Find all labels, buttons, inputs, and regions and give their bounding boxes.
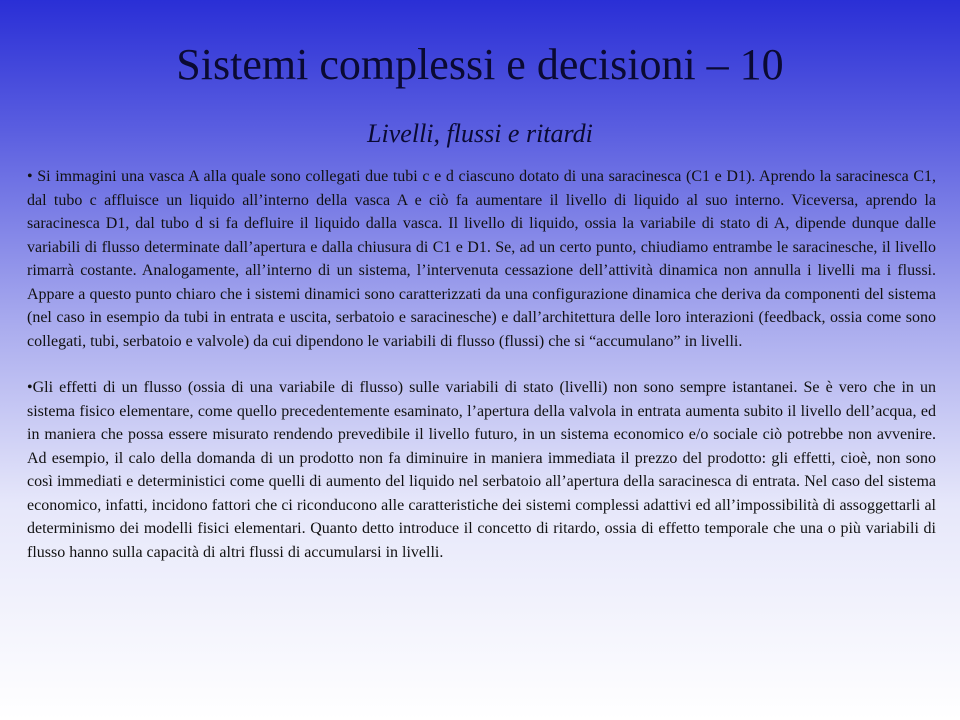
slide-subtitle: Livelli, flussi e ritardi <box>367 119 593 148</box>
slide-title: Sistemi complessi e decisioni – 10 <box>176 40 784 89</box>
slide-body <box>27 165 936 564</box>
paragraph-delays: •Gli effetti di un flusso (ossia di una variabile di flusso) sulle variabili di stato (livelli) non sono sempre istantanei. Se è vero che in un sistema fisico elementare, come quello precedentemente esaminato, l’apertura della valvola in entrata aumenta subito il livello dell’acqua, ed in maniera che possa essere misurato rendendo prevedibile il livello futuro, in un sistema economico e/o sociale ciò potrebbe non avvenire. Ad esempio, il calo della domanda di un prodotto non fa diminuire in maniera immediata il prezzo del prodotto: gli effetti, cioè, non sono così immediati e deterministici come quelli di aumento del liquido nel serbatoio all’apertura della saracinesca di entrata. Nel caso del sistema economico, infatti, incidono fattori che ci riconducono alle caratteristiche dei sistemi complessi adattivi ed all’impossibilità di assoggettarli al determinismo dei modelli fisici elementari. Quanto detto introduce il concetto di ritardo, ossia di effetto temporale che una o più variabili di flusso hanno sulla capacità di altri flussi di accumularsi in livelli. <box>27 379 936 561</box>
paragraph-levels-flows: • Si immagini una vasca A alla quale sono collegati due tubi c e d ciascuno dotato di una saracinesca (C1 e D1). Aprendo la saracinesca C1, dal tubo c affluisce un liquido all’interno della vasca A e ciò fa aumentare il livello di liquido al suo interno. Viceversa, aprendo la saracinesca D1, dal tubo d si fa defluire il liquido dalla vasca. Il livello di liquido, ossia la variabile di stato di A, dipende dunque dalle variabili di flusso determinate dall’apertura e dalla chiusura di C1 e D1. Se, ad un certo punto, chiudiamo entrambe le saracinesche, il livello rimarrà costante. Analogamente, all’interno di un sistema, l’intervenuta cessazione dell’attività dinamica non annulla i livelli ma i flussi. Appare a questo punto chiaro che i sistemi dinamici sono caratterizzati da una configurazione dinamica che deriva da componenti del sistema (nel caso in esempio da tubi in entrata e uscita, serbatoio e saracinesche) e dall’architettura delle loro interazioni (feedback, ossia come sono collegati, tubi, serbatoio e valvole) da cui dipendono le variabili di flusso (flussi) che si “accumulano” in livelli. <box>27 168 936 350</box>
